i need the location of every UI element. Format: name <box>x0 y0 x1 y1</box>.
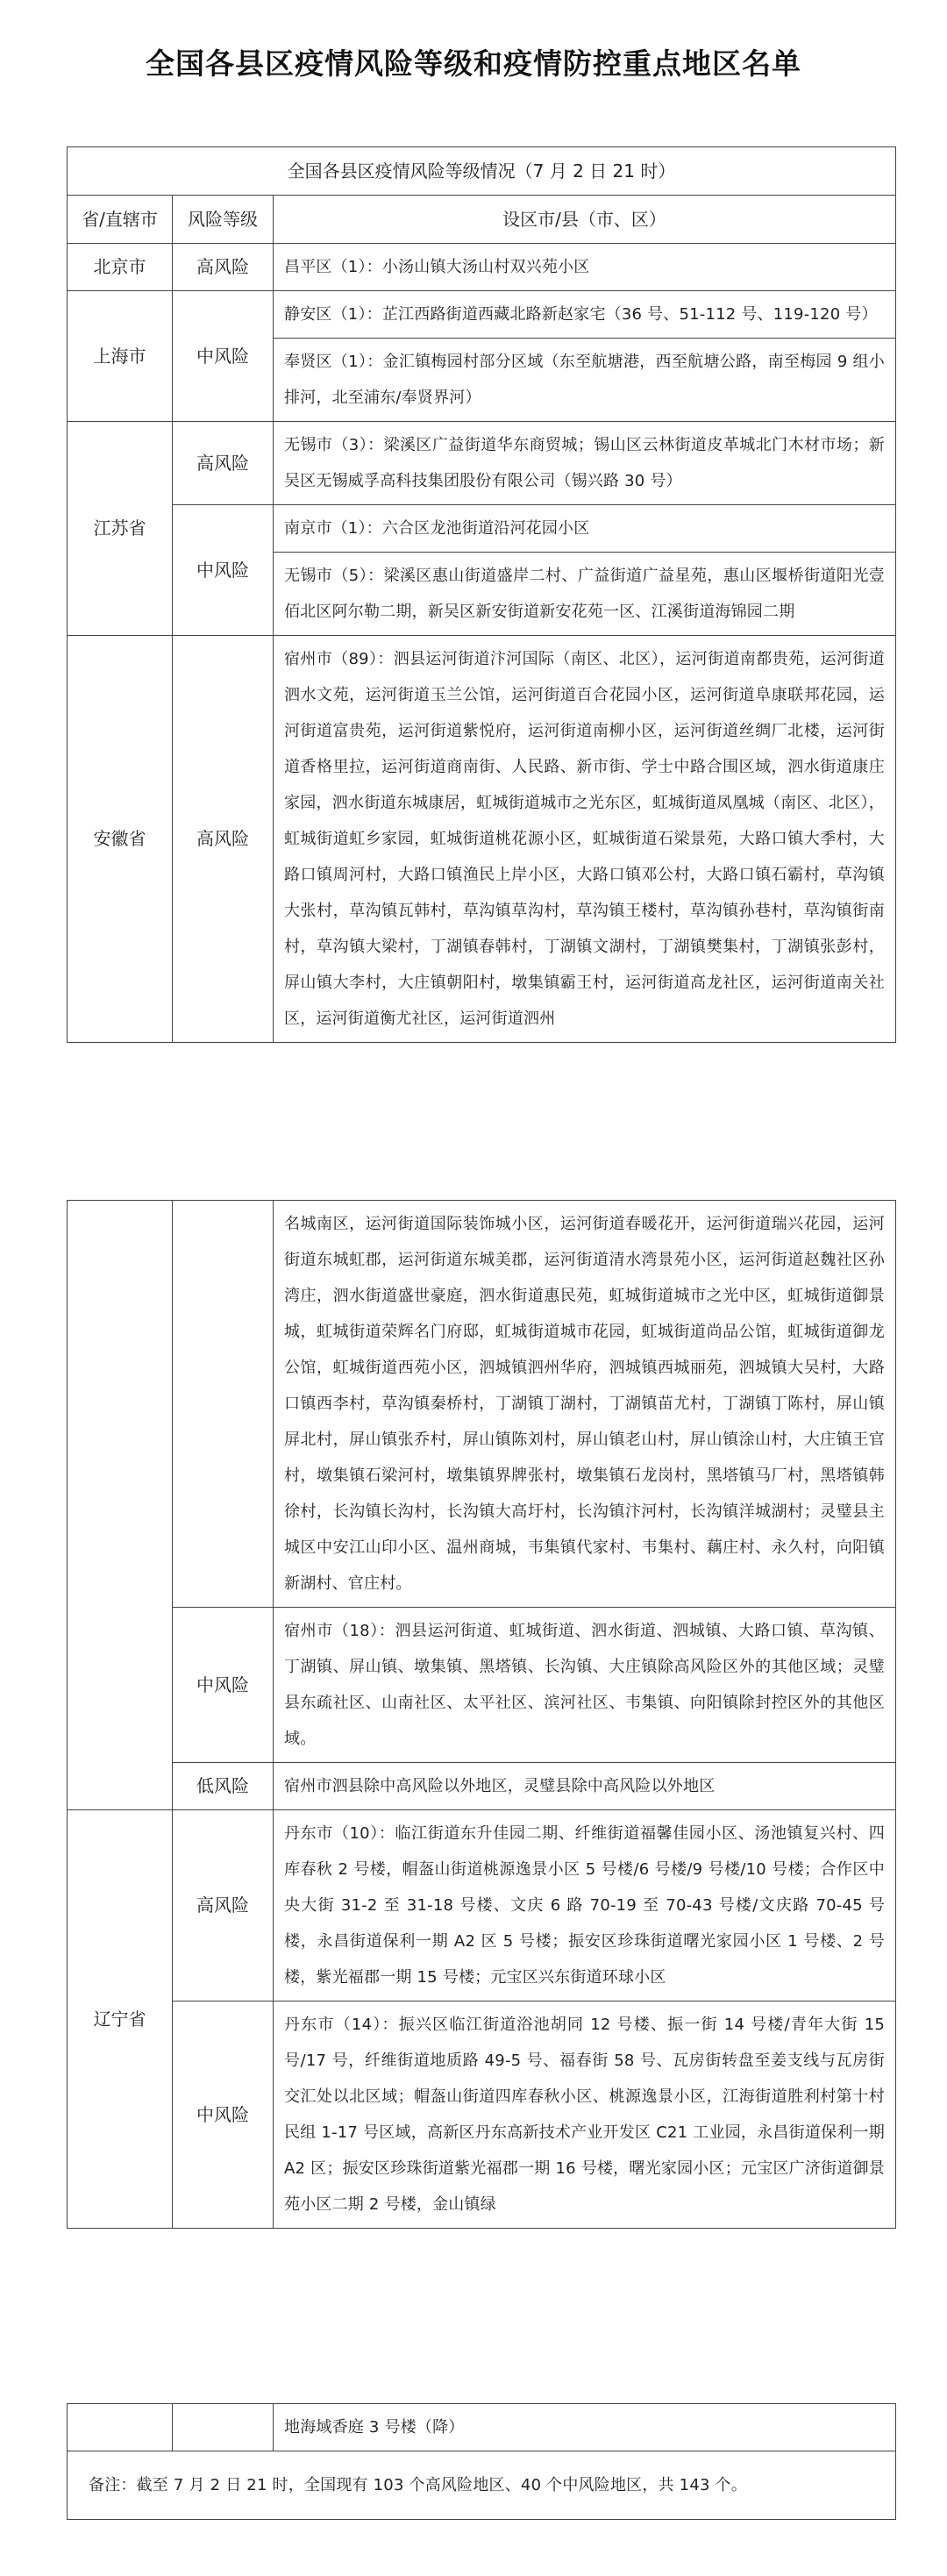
district-cell: 无锡市（3）：梁溪区广益街道华东商贸城；锡山区云林街道皮革城北门木材市场；新吴区无锡威孚高科技集团股份有限公司（锡兴路 30 号） <box>274 422 896 505</box>
table-row <box>68 2404 896 2451</box>
table-row <box>68 2002 896 2229</box>
table-row <box>68 1608 896 1763</box>
risk-table-part-1 <box>67 146 896 1043</box>
risk-level-high: 高风险 <box>173 422 274 505</box>
note-row <box>68 2451 896 2520</box>
table-row <box>68 1201 896 1608</box>
province-liaoning: 辽宁省 <box>68 1810 173 2229</box>
district-cell: 宿州市泗县除中高风险以外地区，灵璧县除中高风险以外地区 <box>274 1763 896 1810</box>
risk-level-low: 低风险 <box>173 1763 274 1810</box>
table-row <box>68 1763 896 1810</box>
district-cell: 宿州市（89）：泗县运河街道汴河国际（南区、北区），运河街道南都贵苑，运河街道泗水文苑，运河街道玉兰公馆，运河街道百合花园小区，运河街道阜康联邦花园，运河街道富贵苑，运河街道紫悦府，运河街道南柳小区，运河街道丝绸厂北楼，运河街道香格里拉，运河街道商南街、人民路、新市街、学士中路合围区域，泗水街道康庄家园，泗水街道东城康居，虹城街道城市之光东区，虹城街道凤凰城（南区、北区），虹城街道虹乡家园，虹城街道桃花源小区，虹城街道石梁景苑，大路口镇大季村，大路口镇周河村，大路口镇渔民上岸小区，大路口镇邓公村，大路口镇石霸村，草沟镇大张村，草沟镇瓦韩村，草沟镇草沟村，草沟镇王楼村，草沟镇孙巷村，草沟镇街南村，草沟镇大梁村，丁湖镇春韩村，丁湖镇文湖村，丁湖镇樊集村，丁湖镇张彭村，屏山镇大李村，大庄镇朝阳村，墩集镇霸王村，运河街道高龙社区，运河街道南关社区，运河街道衡尤社区，运河街道泗州 <box>274 636 896 1043</box>
district-cell: 昌平区（1）：小汤山镇大汤山村双兴苑小区 <box>274 244 896 291</box>
district-cell: 宿州市（18）：泗县运河街道、虹城街道、泗水街道、泗城镇、大路口镇、草沟镇、丁湖镇、屏山镇、墩集镇、黑塔镇、长沟镇、大庄镇除高风险区外的其他区域；灵璧县东疏社区、山南社区、太平社区、滨河社区、韦集镇、向阳镇除封控区外的其他区域。 <box>274 1608 896 1763</box>
province-continued-cell <box>68 2404 173 2451</box>
table-row <box>68 505 896 553</box>
header-district: 设区市/县（市、区） <box>274 196 896 244</box>
district-cell: 丹东市（10）：临江街道东升佳园二期、纤维街道福馨佳园小区、汤池镇复兴村、四库春秋 2 号楼，帽盔山街道桃源逸景小区 5 号楼/6 号楼/9 号楼/10 号楼；合作区中央大街 31-2 至 31-18 号楼、文庆 6 路 70-19 至 70-43 号楼/文庆路 70-45 号楼，永昌街道保利一期 A2 区 5 号楼；振安区珍珠街道曙光家园小区 1 号楼、2 号楼，紫光福郡一期 15 号楼；元宝区兴东街道环球小区 <box>274 1810 896 2002</box>
risk-table-part-2 <box>67 1200 896 2229</box>
province-beijing: 北京市 <box>68 244 173 291</box>
risk-level-high: 高风险 <box>173 244 274 291</box>
risk-table-part-3 <box>67 2403 896 2520</box>
table-header-row <box>68 196 896 244</box>
district-cell: 丹东市（14）：振兴区临江街道浴池胡同 12 号楼、振一街 14 号楼/青年大街 15 号/17 号，纤维街道地质路 49-5 号、福春街 58 号、瓦房街转盘至姜支线与瓦房街交汇处以北区域；帽盔山街道四库春秋小区、桃源逸景小区，江海街道胜利村第十村民组 1-17 号区域，高新区丹东高新技术产业开发区 C21 工业园，永昌街道保利一期 A2 区；振安区珍珠街道紫光福郡一期 16 号楼，曙光家园小区；元宝区广济街道御景苑小区二期 2 号楼，金山镇绿 <box>274 2002 896 2229</box>
province-shanghai: 上海市 <box>68 291 173 422</box>
table-note: 备注：截至 7 月 2 日 21 时，全国现有 103 个高风险地区、40 个中风险地区，共 143 个。 <box>68 2451 896 2520</box>
risk-level-continued-cell <box>173 2404 274 2451</box>
risk-level-medium: 中风险 <box>173 2002 274 2229</box>
district-cell: 无锡市（5）：梁溪区惠山街道盛岸二村、广益街道广益星苑，惠山区堰桥街道阳光壹佰北区阿尔勒二期，新吴区新安街道新安花苑一区、江溪街道海锦园二期 <box>274 553 896 636</box>
district-cell: 静安区（1）：芷江西路街道西藏北路新赵家宅（36 号、51-112 号、119-120 号） <box>274 291 896 339</box>
risk-level-high: 高风险 <box>173 1810 274 2002</box>
risk-level-continued-cell <box>173 1201 274 1608</box>
risk-level-medium: 中风险 <box>173 505 274 636</box>
province-anhui: 安徽省 <box>68 636 173 1043</box>
table-row <box>68 244 896 291</box>
district-cell: 名城南区，运河街道国际装饰城小区，运河街道春暖花开，运河街道瑞兴花园，运河街道东城虹郡，运河街道东城美郡，运河街道清水湾景苑小区，运河街道赵魏社区孙湾庄，泗水街道盛世豪庭，泗水街道惠民苑，虹城街道城市之光中区，虹城街道御景城，虹城街道荣辉名门府邸，虹城街道城市花园，虹城街道尚品公馆，虹城街道御龙公馆，虹城街道西苑小区，泗城镇泗州华府，泗城镇西城丽苑，泗城镇大吴村，大路口镇西李村，草沟镇秦桥村，丁湖镇丁湖村，丁湖镇苗尤村，丁湖镇丁陈村，屏山镇屏北村，屏山镇张乔村，屏山镇陈刘村，屏山镇老山村，屏山镇涂山村，大庄镇王官村，墩集镇石梁河村，墩集镇界牌张村，墩集镇石龙岗村，黑塔镇马厂村，黑塔镇韩徐村，长沟镇长沟村，长沟镇大高圩村，长沟镇汴河村，长沟镇洋城湖村；灵璧县主城区中安江山印小区、温州商城，韦集镇代家村、韦集村、藕庄村、永久村，向阳镇新湖村、官庄村。 <box>274 1201 896 1608</box>
risk-level-medium: 中风险 <box>173 1608 274 1763</box>
table-row <box>68 1810 896 2002</box>
header-province: 省/直辖市 <box>68 196 173 244</box>
header-risk-level: 风险等级 <box>173 196 274 244</box>
table-caption-row <box>68 147 896 196</box>
page-title: 全国各县区疫情风险等级和疫情防控重点地区名单 <box>146 46 801 81</box>
table-row <box>68 422 896 505</box>
province-jiangsu: 江苏省 <box>68 422 173 636</box>
table-row <box>68 636 896 1043</box>
table-caption: 全国各县区疫情风险等级情况（7 月 2 日 21 时） <box>68 147 896 196</box>
table-row <box>68 291 896 339</box>
risk-level-medium: 中风险 <box>173 291 274 422</box>
district-cell: 地海域香庭 3 号楼（降） <box>274 2404 896 2451</box>
district-cell: 奉贤区（1）：金汇镇梅园村部分区域（东至航塘港，西至航塘公路，南至梅园 9 组小排河，北至浦东/奉贤界河） <box>274 339 896 422</box>
risk-level-high: 高风险 <box>173 636 274 1043</box>
district-cell: 南京市（1）：六合区龙池街道沿河花园小区 <box>274 505 896 553</box>
province-continued-cell <box>68 1201 173 1810</box>
